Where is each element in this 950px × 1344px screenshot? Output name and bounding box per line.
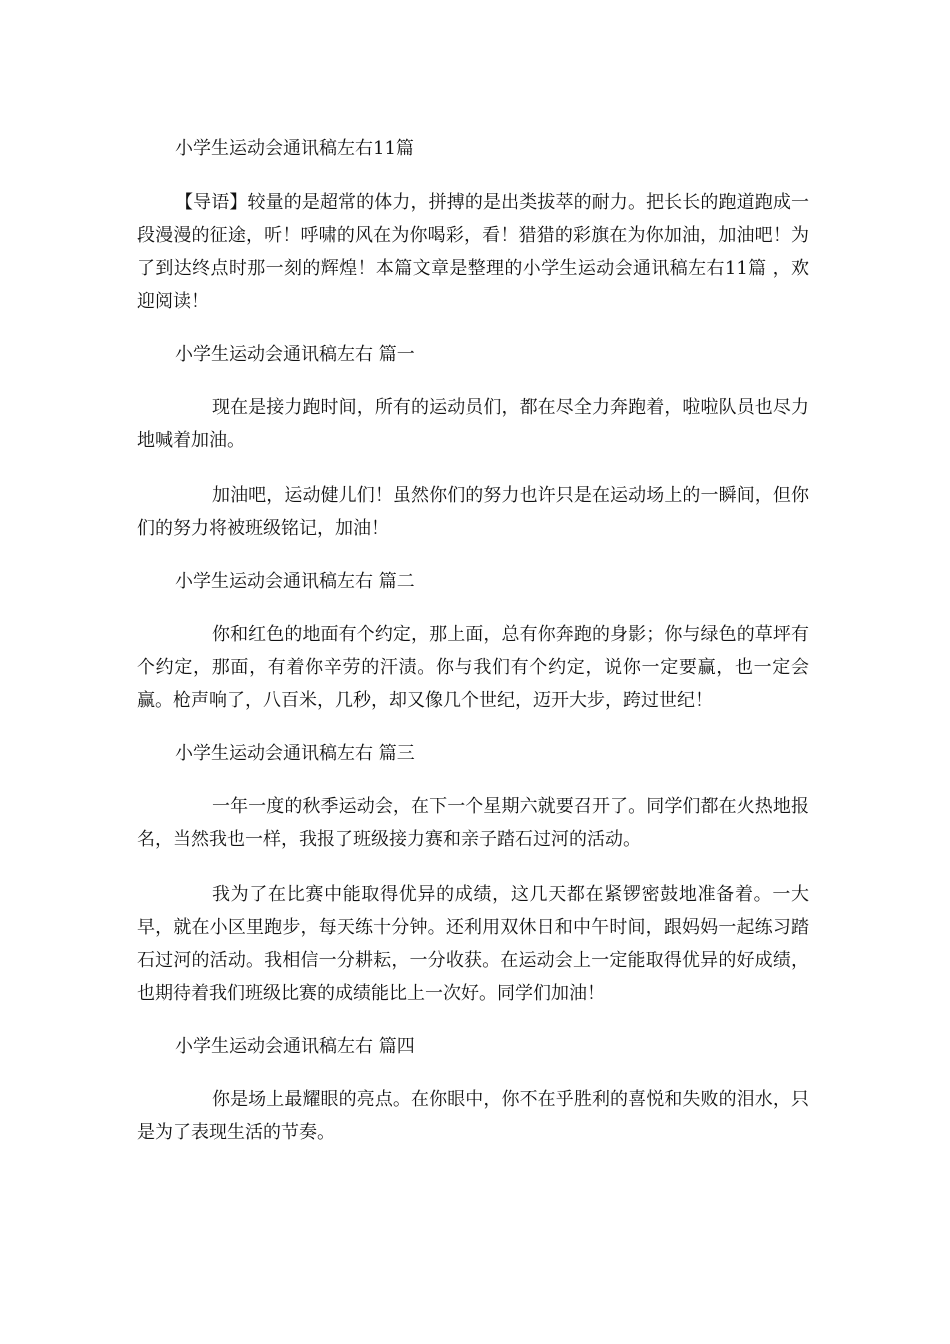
section-1-paragraph-2: 加油吧，运动健儿们！虽然你们的努力也许只是在运动场上的一瞬间，但你们的努力将被班级铭记，加油！: [137, 485, 809, 539]
section-heading-1: 小学生运动会通讯稿左右 篇一: [175, 344, 415, 365]
section-4-paragraph-1: 你是场上最耀眼的亮点。在你眼中，你不在乎胜利的喜悦和失败的泪水，只是为了表现生活的节奏。: [137, 1089, 809, 1143]
section-heading-4: 小学生运动会通讯稿左右 篇四: [175, 1036, 415, 1057]
intro-paragraph: 【导语】较量的是超常的体力，拼搏的是出类拔萃的耐力。把长长的跑道跑成一段漫漫的征途，听！呼啸的风在为你喝彩，看！猎猎的彩旗在为你加油，加油吧！为了到达终点时那一刻的辉煌！本篇文章是整理的小学生运动会通讯稿左右11篇 ，欢迎阅读！: [137, 192, 809, 312]
document-title: 小学生运动会通讯稿左右11篇: [175, 138, 414, 159]
document-body: [137, 134, 809, 1171]
section-3-paragraph-1: 一年一度的秋季运动会，在下一个星期六就要召开了。同学们都在火热地报名，当然我也一样，我报了班级接力赛和亲子踏石过河的活动。: [137, 796, 809, 850]
section-1-paragraph-1: 现在是接力跑时间，所有的运动员们，都在尽全力奔跑着，啦啦队员也尽力地喊着加油。: [137, 397, 809, 451]
section-2-paragraph-1: 你和红色的地面有个约定，那上面，总有你奔跑的身影；你与绿色的草坪有个约定，那面，有着你辛劳的汗渍。你与我们有个约定，说你一定要赢，也一定会赢。枪声响了，八百米，几秒，却又像几个世纪，迈开大步，跨过世纪！: [137, 624, 809, 711]
section-3-paragraph-2: 我为了在比赛中能取得优异的成绩，这几天都在紧锣密鼓地准备着。一大早，就在小区里跑步，每天练十分钟。还利用双休日和中午时间，跟妈妈一起练习踏石过河的活动。我相信一分耕耘，一分收获。在运动会上一定能取得优异的好成绩，也期待着我们班级比赛的成绩能比上一次好。同学们加油！: [137, 884, 809, 1004]
section-heading-2: 小学生运动会通讯稿左右 篇二: [175, 571, 415, 592]
section-heading-3: 小学生运动会通讯稿左右 篇三: [175, 743, 415, 764]
